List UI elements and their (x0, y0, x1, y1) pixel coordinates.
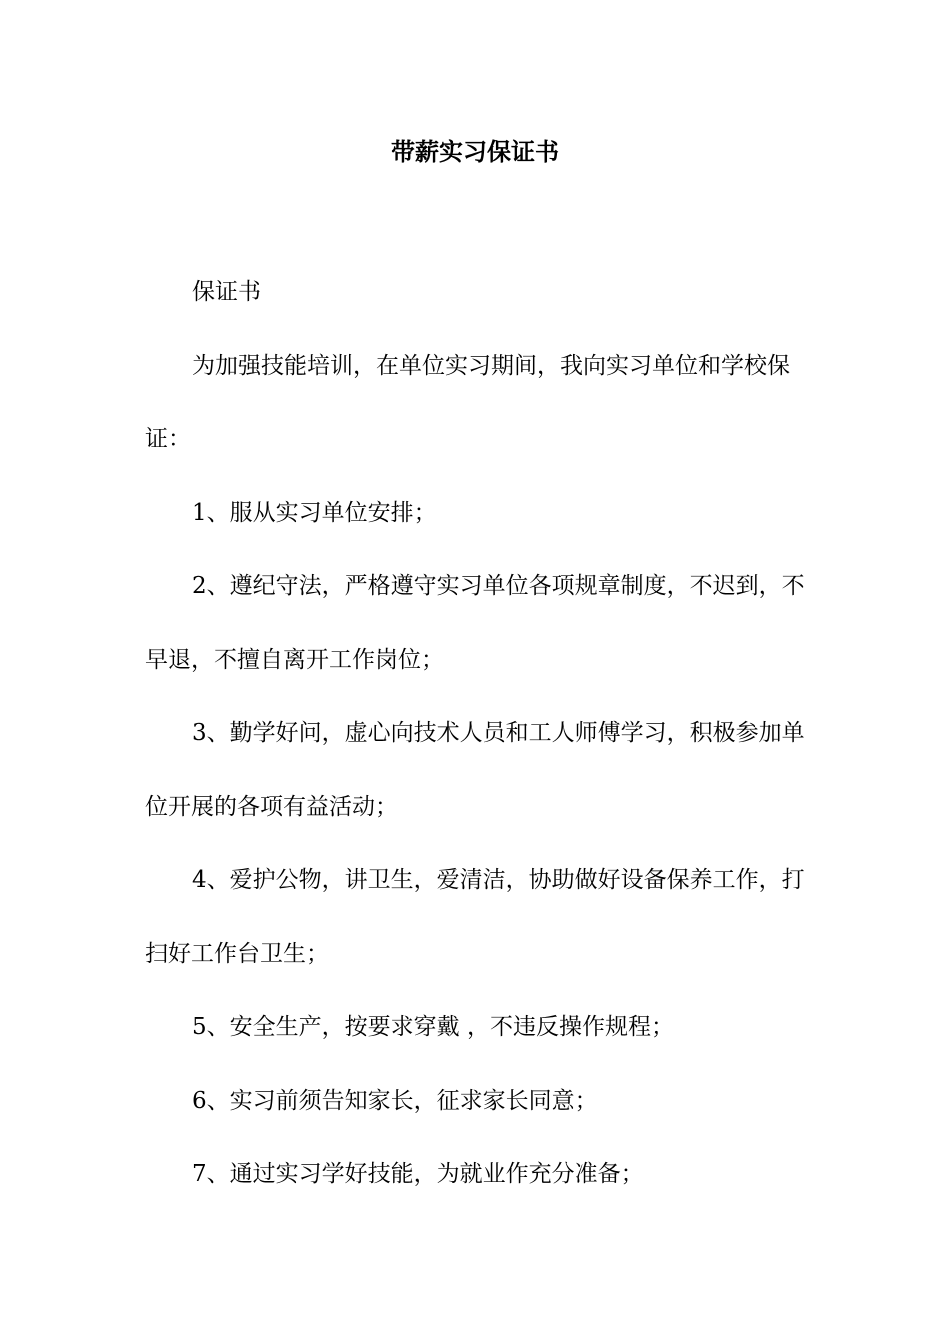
paragraph-item-3: 3、勤学好问，虚心向技术人员和工人师傅学习，积极参加单位开展的各项有益活动； (145, 720, 805, 820)
paragraph-item-5: 5、安全生产，按要求穿戴 ，不违反操作规程； (192, 1014, 674, 1040)
document-title: 带薪实习保证书 (391, 137, 559, 166)
document-body (145, 256, 815, 1212)
paragraph-item-4: 4、爱护公物，讲卫生，爱清洁，协助做好设备保养工作，打扫好工作台卫生； (145, 867, 805, 967)
paragraph-intro: 为加强技能培训，在单位实习期间，我向实习单位和学校保证： (145, 352, 790, 452)
paragraph-heading: 保证书 (192, 279, 261, 305)
paragraph-item-6: 6、实习前须告知家长，征求家长同意； (192, 1087, 598, 1114)
paragraph-item-2: 2、遵纪守法，严格遵守实习单位各项规章制度，不迟到，不早退，不擅自离开工作岗位； (145, 573, 805, 673)
paragraph-item-7: 7、通过实习学好技能，为就业作充分准备； (192, 1161, 644, 1187)
paragraph-item-1: 1、服从实习单位安排； (192, 499, 437, 526)
